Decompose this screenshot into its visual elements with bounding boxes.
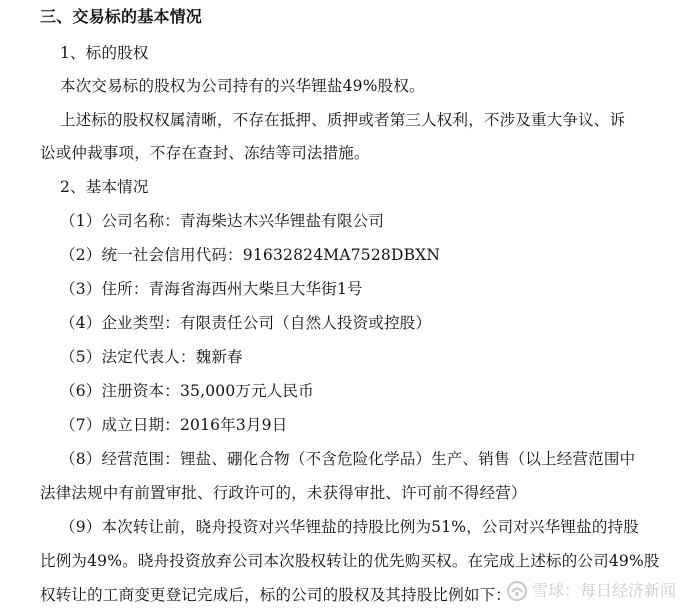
info-item: （2）统一社会信用代码：91632824MA7528DBXN	[60, 246, 441, 264]
watermark	[506, 580, 676, 602]
info-item: （4）企业类型：有限责任公司（自然人投资或控股）	[60, 314, 432, 332]
snowball-logo-icon	[506, 580, 528, 602]
info-item: （9）本次转让前，晓舟投资对兴华锂盐的持股比例为51%，公司对兴华锂盐的持股	[60, 518, 639, 536]
paragraph-line: 讼或仲裁事项，不存在查封、冻结等司法措施。	[40, 144, 370, 162]
paragraph-line: 本次交易标的股权为公司持有的兴华锂盐49%股权。	[60, 77, 425, 95]
info-item: （5）法定代表人：魏新春	[60, 348, 243, 366]
paragraph-line: 上述标的股权权属清晰，不存在抵押、质押或者第三人权利，不涉及重大争议、诉	[60, 111, 626, 129]
subsection-heading-1: 1、标的股权	[60, 44, 149, 62]
info-item: （1）公司名称：青海柴达木兴华锂盐有限公司	[60, 212, 385, 230]
paragraph-line: 法律法规中有前置审批、行政许可的，未获得审批、许可前不得经营）	[40, 484, 527, 502]
subsection-heading-2: 2、基本情况	[60, 178, 149, 196]
paragraph-line: 权转让的工商变更登记完成后，标的公司的股权及其持股比例如下：	[40, 586, 512, 604]
info-item: （3）住所：青海省海西州大柴旦大华街1号	[60, 280, 363, 298]
watermark-text: 雪球：每日经济新闻	[531, 581, 676, 600]
section-heading: 三、交易标的基本情况	[40, 7, 203, 26]
paragraph-line: 比例为49%。晓舟投资放弃公司本次股权转让的优先购买权。在完成上述标的公司49%股	[40, 552, 660, 570]
info-item: （7）成立日期：2016年3月9日	[60, 416, 288, 434]
info-item: （6）注册资本：35,000万元人民币	[60, 382, 314, 400]
info-item: （8）经营范围：锂盐、硼化合物（不含危险化学品）生产、销售（以上经营范围中	[60, 450, 636, 468]
